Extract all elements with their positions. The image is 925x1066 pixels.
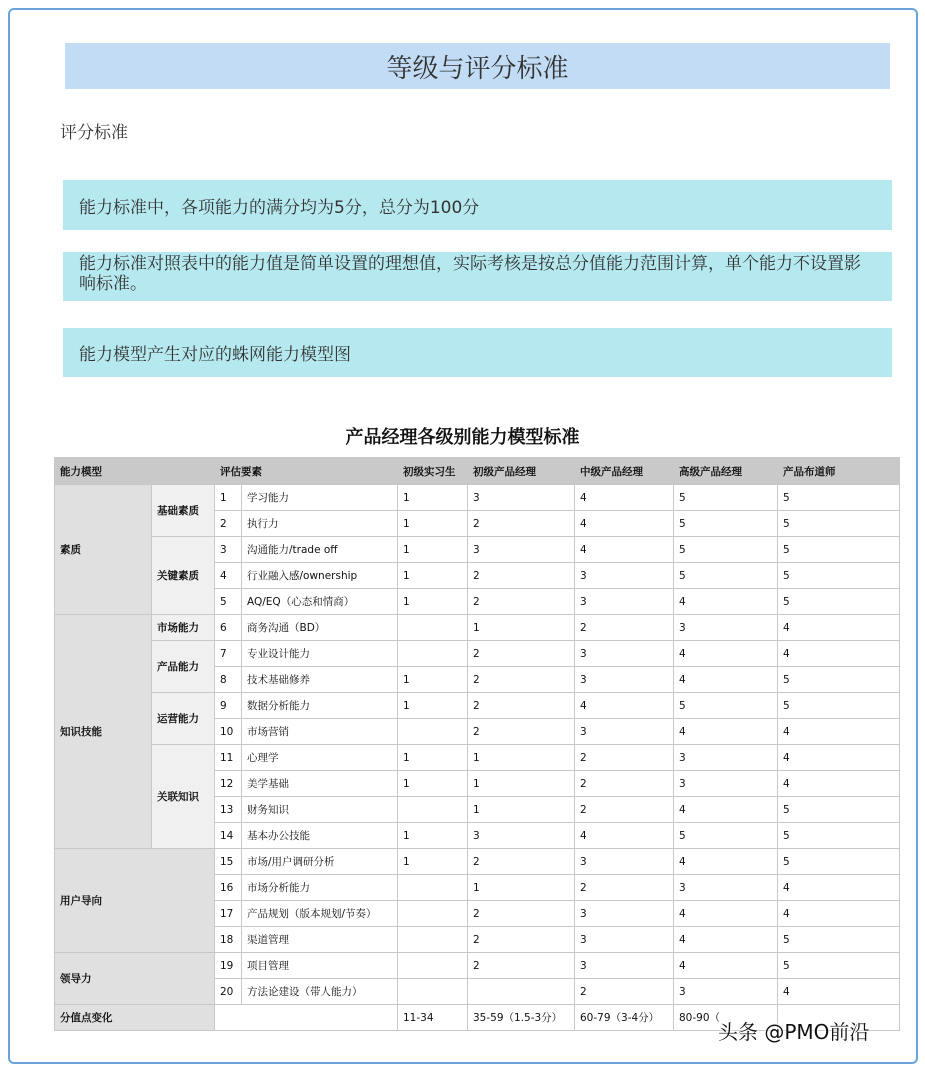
value-cell: 2 bbox=[468, 641, 575, 667]
value-cell: 4 bbox=[575, 537, 674, 563]
row-number: 2 bbox=[215, 511, 242, 537]
row-number: 12 bbox=[215, 771, 242, 797]
value-cell: 5 bbox=[674, 537, 778, 563]
value-cell: 1 bbox=[468, 615, 575, 641]
item-cell: 数据分析能力 bbox=[242, 693, 398, 719]
value-cell: 1 bbox=[468, 745, 575, 771]
value-cell: 2 bbox=[575, 979, 674, 1005]
value-cell: 3 bbox=[575, 719, 674, 745]
value-cell: 4 bbox=[575, 485, 674, 511]
row-number: 9 bbox=[215, 693, 242, 719]
value-cell: 1 bbox=[398, 823, 468, 849]
value-cell: 4 bbox=[674, 953, 778, 979]
value-cell: 4 bbox=[674, 641, 778, 667]
table-row bbox=[55, 745, 900, 771]
subcategory-cell: 关键素质 bbox=[152, 537, 215, 615]
value-cell: 4 bbox=[575, 823, 674, 849]
value-cell: 4 bbox=[778, 979, 900, 1005]
row-number: 15 bbox=[215, 849, 242, 875]
value-cell: 2 bbox=[575, 797, 674, 823]
header-cell: 中级产品经理 bbox=[575, 458, 674, 485]
subcategory-cell: 产品能力 bbox=[152, 641, 215, 693]
subcategory-cell: 基础素质 bbox=[152, 485, 215, 537]
value-cell: 3 bbox=[575, 849, 674, 875]
header-cell: 初级实习生 bbox=[398, 458, 468, 485]
table-row bbox=[55, 953, 900, 979]
row-number: 3 bbox=[215, 537, 242, 563]
value-cell: 5 bbox=[778, 693, 900, 719]
value-cell: 4 bbox=[575, 511, 674, 537]
value-cell: 3 bbox=[575, 901, 674, 927]
value-cell: 2 bbox=[468, 693, 575, 719]
item-cell: 沟通能力/trade off bbox=[242, 537, 398, 563]
value-cell: 4 bbox=[674, 667, 778, 693]
value-cell: 2 bbox=[468, 667, 575, 693]
table-row bbox=[55, 537, 900, 563]
value-cell bbox=[398, 927, 468, 953]
table-row bbox=[55, 615, 900, 641]
item-cell: 美学基础 bbox=[242, 771, 398, 797]
value-cell: 5 bbox=[778, 953, 900, 979]
value-cell: 4 bbox=[778, 875, 900, 901]
row-number: 17 bbox=[215, 901, 242, 927]
value-cell: 1 bbox=[468, 771, 575, 797]
item-cell: 执行力 bbox=[242, 511, 398, 537]
value-cell: 1 bbox=[398, 537, 468, 563]
value-cell: 2 bbox=[575, 771, 674, 797]
value-cell bbox=[398, 615, 468, 641]
row-number: 4 bbox=[215, 563, 242, 589]
value-cell bbox=[398, 953, 468, 979]
value-cell: 2 bbox=[575, 875, 674, 901]
value-cell: 2 bbox=[468, 901, 575, 927]
row-number: 16 bbox=[215, 875, 242, 901]
note-box: 能力标准对照表中的能力值是简单设置的理想值，实际考核是按总分值能力范围计算，单个能力不设置影响标准。 bbox=[63, 252, 892, 301]
table-title: 产品经理各级别能力模型标准 bbox=[345, 427, 580, 448]
value-cell: 4 bbox=[674, 589, 778, 615]
value-cell: 1 bbox=[398, 485, 468, 511]
header-cell: 初级产品经理 bbox=[468, 458, 575, 485]
table-row bbox=[55, 485, 900, 511]
value-cell: 5 bbox=[778, 511, 900, 537]
header-cell: 评估要素 bbox=[215, 458, 398, 485]
value-cell: 5 bbox=[674, 693, 778, 719]
row-number: 14 bbox=[215, 823, 242, 849]
value-cell: 5 bbox=[778, 485, 900, 511]
footer-empty-cell bbox=[215, 1005, 398, 1031]
value-cell: 5 bbox=[778, 589, 900, 615]
row-number: 5 bbox=[215, 589, 242, 615]
value-cell bbox=[398, 979, 468, 1005]
value-cell: 2 bbox=[468, 953, 575, 979]
item-cell: 商务沟通（BD） bbox=[242, 615, 398, 641]
item-cell: 心理学 bbox=[242, 745, 398, 771]
value-cell: 5 bbox=[778, 927, 900, 953]
value-cell: 4 bbox=[778, 641, 900, 667]
value-cell: 2 bbox=[468, 719, 575, 745]
value-cell: 1 bbox=[398, 563, 468, 589]
value-cell: 1 bbox=[398, 511, 468, 537]
value-cell bbox=[468, 979, 575, 1005]
value-cell: 5 bbox=[778, 667, 900, 693]
value-cell: 3 bbox=[575, 953, 674, 979]
value-cell: 1 bbox=[398, 771, 468, 797]
value-cell: 1 bbox=[398, 849, 468, 875]
item-cell: 行业融入感/ownership bbox=[242, 563, 398, 589]
value-cell: 3 bbox=[468, 485, 575, 511]
value-cell: 4 bbox=[778, 719, 900, 745]
value-cell: 5 bbox=[674, 485, 778, 511]
value-cell: 1 bbox=[398, 693, 468, 719]
category-cell: 素质 bbox=[55, 485, 152, 615]
ability-model-table bbox=[54, 457, 900, 1031]
value-cell: 1 bbox=[398, 667, 468, 693]
row-number: 20 bbox=[215, 979, 242, 1005]
item-cell: 方法论建设（带人能力） bbox=[242, 979, 398, 1005]
value-cell: 4 bbox=[778, 901, 900, 927]
value-cell bbox=[398, 797, 468, 823]
row-number: 6 bbox=[215, 615, 242, 641]
page-title: 等级与评分标准 bbox=[65, 43, 890, 89]
value-cell: 4 bbox=[778, 615, 900, 641]
item-cell: 渠道管理 bbox=[242, 927, 398, 953]
value-cell: 3 bbox=[575, 641, 674, 667]
footer-label: 分值点变化 bbox=[55, 1005, 215, 1031]
row-number: 7 bbox=[215, 641, 242, 667]
item-cell: 专业设计能力 bbox=[242, 641, 398, 667]
value-cell: 2 bbox=[468, 563, 575, 589]
value-cell: 3 bbox=[575, 927, 674, 953]
subcategory-cell: 运营能力 bbox=[152, 693, 215, 745]
value-cell: 3 bbox=[468, 823, 575, 849]
value-cell: 2 bbox=[468, 511, 575, 537]
value-cell: 4 bbox=[674, 719, 778, 745]
value-cell: 4 bbox=[674, 901, 778, 927]
item-cell: 技术基础修养 bbox=[242, 667, 398, 693]
item-cell: AQ/EQ（心态和情商） bbox=[242, 589, 398, 615]
header-cell: 能力模型 bbox=[55, 458, 215, 485]
category-cell: 用户导向 bbox=[55, 849, 215, 953]
value-cell: 3 bbox=[674, 745, 778, 771]
value-cell: 5 bbox=[778, 797, 900, 823]
item-cell: 市场营销 bbox=[242, 719, 398, 745]
value-cell: 4 bbox=[778, 745, 900, 771]
value-cell bbox=[398, 901, 468, 927]
header-cell: 产品布道师 bbox=[778, 458, 900, 485]
table-row bbox=[55, 849, 900, 875]
value-cell: 3 bbox=[674, 875, 778, 901]
row-number: 1 bbox=[215, 485, 242, 511]
value-cell: 2 bbox=[468, 589, 575, 615]
value-cell: 4 bbox=[674, 849, 778, 875]
footer-value: 60-79（3-4分） bbox=[575, 1005, 674, 1031]
value-cell: 5 bbox=[674, 563, 778, 589]
note-box: 能力模型产生对应的蛛网能力模型图 bbox=[63, 328, 892, 377]
value-cell: 3 bbox=[468, 537, 575, 563]
value-cell: 5 bbox=[778, 537, 900, 563]
value-cell bbox=[398, 641, 468, 667]
value-cell: 1 bbox=[398, 745, 468, 771]
item-cell: 财务知识 bbox=[242, 797, 398, 823]
table-header-row bbox=[55, 458, 900, 485]
value-cell: 3 bbox=[674, 615, 778, 641]
item-cell: 产品规划（版本规划/节奏） bbox=[242, 901, 398, 927]
value-cell: 2 bbox=[575, 615, 674, 641]
subcategory-cell: 关联知识 bbox=[152, 745, 215, 849]
row-number: 10 bbox=[215, 719, 242, 745]
value-cell: 1 bbox=[468, 797, 575, 823]
value-cell: 4 bbox=[674, 927, 778, 953]
value-cell: 5 bbox=[778, 849, 900, 875]
value-cell: 2 bbox=[468, 849, 575, 875]
table-row bbox=[55, 641, 900, 667]
row-number: 18 bbox=[215, 927, 242, 953]
value-cell: 3 bbox=[674, 979, 778, 1005]
item-cell: 基本办公技能 bbox=[242, 823, 398, 849]
watermark: 头条 @PMO前沿 bbox=[718, 1020, 870, 1044]
item-cell: 项目管理 bbox=[242, 953, 398, 979]
category-cell: 领导力 bbox=[55, 953, 215, 1005]
value-cell bbox=[398, 875, 468, 901]
value-cell: 2 bbox=[575, 745, 674, 771]
row-number: 19 bbox=[215, 953, 242, 979]
value-cell: 2 bbox=[468, 927, 575, 953]
value-cell bbox=[398, 719, 468, 745]
value-cell: 4 bbox=[778, 771, 900, 797]
value-cell: 1 bbox=[398, 589, 468, 615]
value-cell: 4 bbox=[674, 797, 778, 823]
value-cell: 3 bbox=[575, 667, 674, 693]
header-cell: 高级产品经理 bbox=[674, 458, 778, 485]
value-cell: 5 bbox=[778, 563, 900, 589]
row-number: 13 bbox=[215, 797, 242, 823]
category-cell: 知识技能 bbox=[55, 615, 152, 849]
item-cell: 学习能力 bbox=[242, 485, 398, 511]
footer-value: 35-59（1.5-3分） bbox=[468, 1005, 575, 1031]
value-cell: 3 bbox=[575, 563, 674, 589]
row-number: 11 bbox=[215, 745, 242, 771]
row-number: 8 bbox=[215, 667, 242, 693]
footer-value: 80-90（ bbox=[674, 1005, 778, 1031]
value-cell: 5 bbox=[674, 823, 778, 849]
item-cell: 市场/用户调研分析 bbox=[242, 849, 398, 875]
value-cell: 5 bbox=[778, 823, 900, 849]
value-cell: 3 bbox=[575, 589, 674, 615]
value-cell: 4 bbox=[575, 693, 674, 719]
table-row bbox=[55, 693, 900, 719]
value-cell: 5 bbox=[674, 511, 778, 537]
section-subtitle: 评分标准 bbox=[60, 123, 128, 143]
note-box: 能力标准中，各项能力的满分均为5分，总分为100分 bbox=[63, 180, 892, 230]
item-cell: 市场分析能力 bbox=[242, 875, 398, 901]
footer-value: 11-34 bbox=[398, 1005, 468, 1031]
value-cell: 1 bbox=[468, 875, 575, 901]
subcategory-cell: 市场能力 bbox=[152, 615, 215, 641]
value-cell: 3 bbox=[674, 771, 778, 797]
